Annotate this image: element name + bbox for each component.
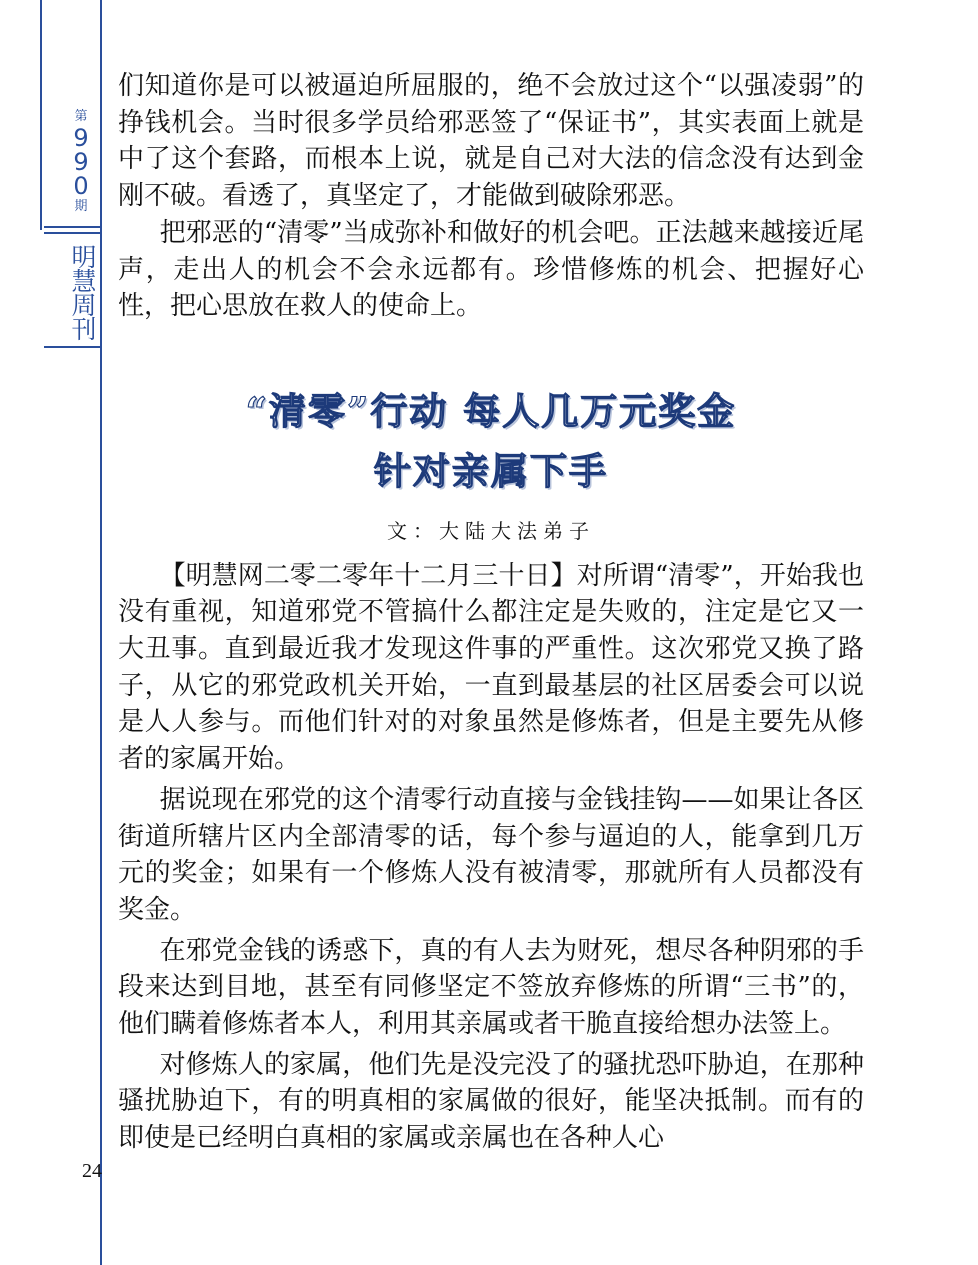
sidebar-left-line [40,0,42,230]
issue-suffix: 期 [74,199,88,214]
sidebar-bottom-line [44,346,101,348]
issue-digit: 9 [73,124,89,152]
issue-sidebar [0,0,101,348]
paragraph: 在邪党金钱的诱惑下，真的有人去为财死，想尽各种阴邪的手段来达到目地，甚至有同修坚定不签放弃修炼的所谓“三书”的，他们瞒着修炼者本人，利用其亲属或者干脆直接给想办法签上。 [118,935,864,1040]
title-line: 针对亲属下手 [374,448,608,493]
issue-digit: 0 [73,172,89,200]
paragraph: 把邪恶的“清零”当成弥补和做好的机会吧。正法越来越接近尾声，走出人的机会不会永远都有。珍惜修炼的机会、把握好心性，把心思放在救人的使命上。 [118,217,864,322]
paragraph: 【明慧网二零二零年十二月三十日】对所谓“清零”，开始我也没有重视，知道邪党不管搞什么都注定是失败的，注定是它又一大丑事。直到最近我才发现这件事的严重性。这次邪党又换了路子，从它的邪党政机关开始，一直到最基层的社区居委会可以说是人人参与。而他们针对的对象虽然是修炼者，但是主要先从修者的家属开始。 [118,560,864,775]
sidebar-separator [44,232,101,234]
page-number: 24 [82,1160,102,1182]
article-title [118,381,864,501]
title-line: “清零”行动 每人几万元奖金 [245,388,737,433]
issue-number [62,108,100,216]
paragraph: 们知道你是可以被逼迫所屈服的，绝不会放过这个“以强凌弱”的挣钱机会。当时很多学员给邪恶签了“保证书”，其实表面上就是中了这个套路，而根本上说，就是自己对大法的信念没有达到金刚不破。看透了，真坚定了，才能做到破除邪恶。 [118,71,864,212]
paragraph: 据说现在邪党的这个清零行动直接与金钱挂钩——如果让各区街道所辖片区内全部清零的话，每个参与逼迫的人，能拿到几万元的奖金；如果有一个修炼人没有被清零，那就所有人员都没有奖金。 [118,784,864,925]
sidebar-separator [44,226,101,228]
paragraph: 对修炼人的家属，他们先是没完没了的骚扰恐吓胁迫，在那种骚扰胁迫下，有的明真相的家属做的很好，能坚决抵制。而有的即使是已经明白真相的家属或亲属也在各种人心 [118,1049,864,1154]
issue-digit: 9 [73,148,89,176]
publication-name: 明慧周刊 [68,244,97,340]
byline: 文：大陆大法弟子 [387,518,595,543]
issue-prefix: 第 [74,109,88,124]
page-content [118,68,864,1157]
